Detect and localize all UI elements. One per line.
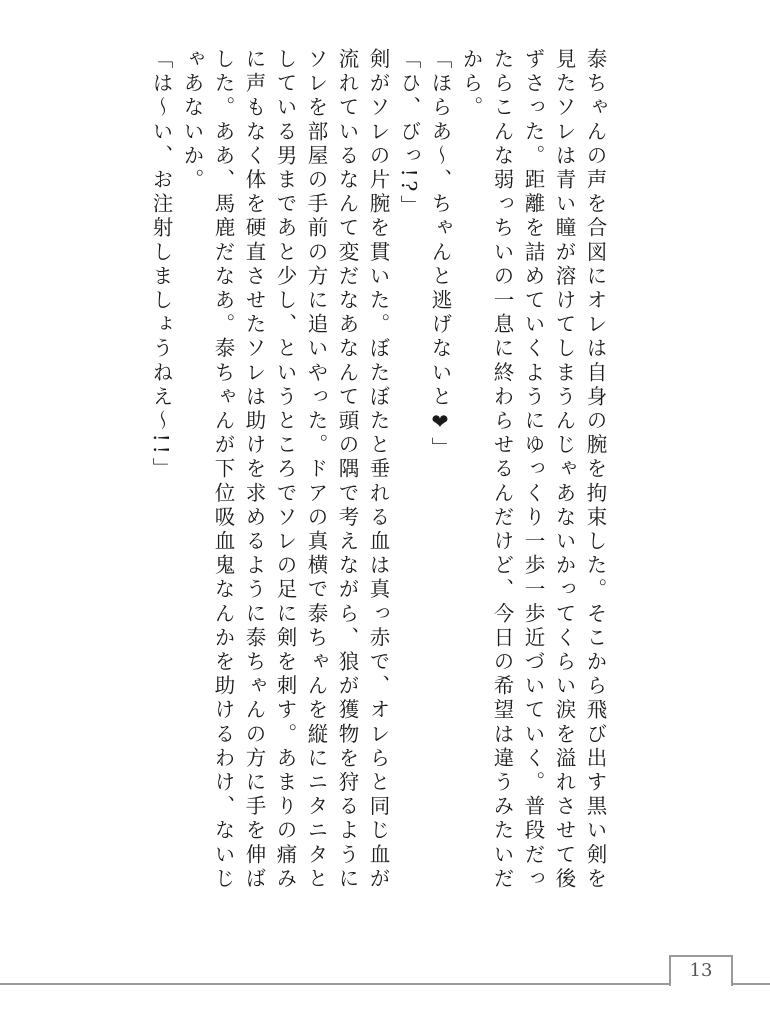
paragraph-narration-2: 剣がソレの片腕を貫いた。ぼたぼたと垂れる血は真っ赤で、オレらと同じ血が流れているなんて変だなあなんて頭の隅で考えながら、狼が獲物を狩るようにソレを部屋の手前の方に追いやった。ドアの真横で泰ちゃんを縦にニタニタとしている男まであと少し、というところでソレの足に剣を刺す。あまりの痛みに声もなく体を硬直させたソレは助けを求めるように泰ちゃんの方に手を伸ばした。ああ、馬鹿だなあ。泰ちゃんが下位吸血鬼なんかを助けるわけ、ないじゃあないか。 [180,48,390,892]
footer-rule [0,983,770,985]
page-number-box [669,955,733,986]
dialogue-line-1: 「ほらあ〜、ちゃんと逃げないと❤」 [428,48,452,462]
dialogue-line-2: 「ひ、びっ!?」 [397,48,421,220]
vertical-text-body [100,48,610,908]
dialogue-line-3: 「は〜い、お注射しましょうねえ〜!!」 [149,48,173,482]
page-number: 13 [689,960,713,981]
paragraph-narration-1: 泰ちゃんの声を合図にオレは自身の腕を拘束した。そこから飛び出す黒い剣を見たソレは青い瞳が溶けてしまうんじゃあないかってくらい涙を溢れさせて後ずさった。距離を詰めていくようにゆっくり一歩一歩近づいていく。普段だったらこんな弱っちいの一息に終わらせるんだけど、今日の希望は違うみたいだから。 [459,48,607,892]
